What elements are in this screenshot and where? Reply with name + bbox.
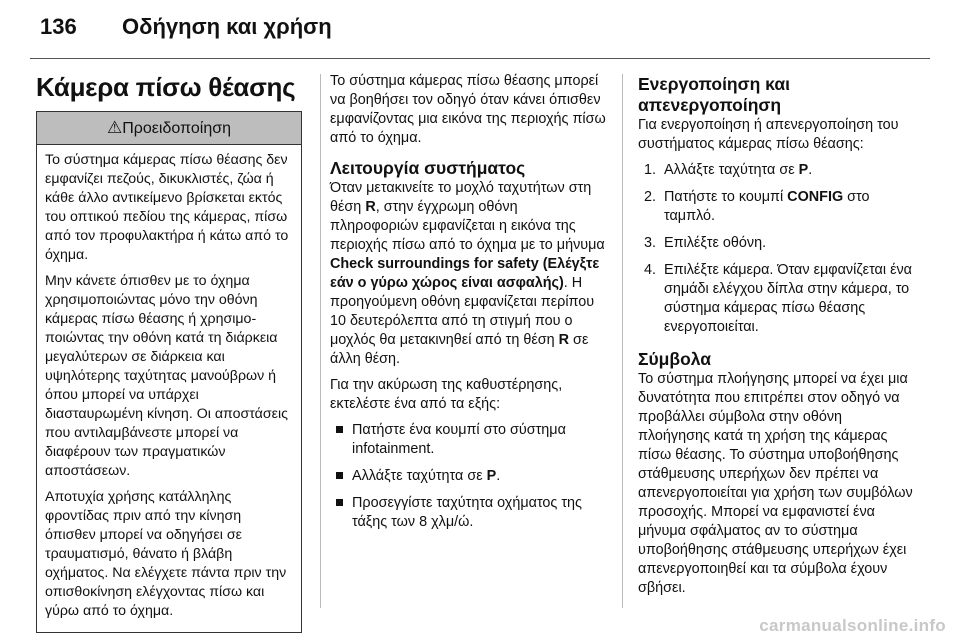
column-right <box>638 66 916 605</box>
page-title: Κάμερα πίσω θέασης <box>36 72 296 102</box>
list-item <box>330 421 608 459</box>
warning-body <box>37 145 301 632</box>
step-number: 2. <box>644 189 657 205</box>
symbols-paragraph: Το σύστημα πλοήγησης μπορεί να έχει μια δυνατότητα που επιτρέπει στον οδηγό να προβάλλει σύμβολα στην οθόνη πλοήγησης κατά τη χρήση της κάμερας πίσω θέασης. Το σύστημα υποβοήθησης στάθμευσης υπερήχων δεν πρέπει να απενεργοποιείται για χρήση των συμβόλων προσοχής. Μπορεί να εμφανιστεί ένα μήνυμα σφάλματος αν το σύστημα υποβοήθησης στάθμευσης υπερήχων έχει απενεργοποιηθεί και τα σύμβολα έχουν σβήσει. <box>638 371 913 596</box>
warning-heading <box>37 112 301 145</box>
running-title: Οδήγηση και χρήση <box>122 14 332 39</box>
config-button-label: CONFIG <box>787 189 844 205</box>
section-heading-activation: Ενεργοποίηση και απενεργοποίηση <box>638 74 790 115</box>
screen-message: Check surroundings for safety (Ελέγξτε εάν ο γύρω χώρος είναι ασφαλής) <box>330 256 600 291</box>
step-number: 1. <box>644 162 657 178</box>
list-item-text: Αλλάξτε ταχύτητα σε <box>664 162 799 178</box>
warning-paragraph: Αποτυχία χρήσης κατάλληλης φροντίδας πριν από την κίνηση όπισθεν μπορεί να οδηγήσει σε τραυματισμό, θάνατο ή βλάβη οχήματος. Να ελέγχετε πάντα πριν την οπισθοκίνηση ελέγχοντας πίσω και γύρω από το όχημα. <box>45 489 287 619</box>
watermark: carmanualsonline.info <box>759 616 946 635</box>
warning-paragraph: Μην κάνετε όπισθεν με το όχημα χρησιμοποιώντας μόνο την οθόνη κάμερας πίσω θέασης ή χρησιμοποιώντας την οθόνη κατά τη διάρκεια μεγαλύτερων σε διάρκεια και υψηλότερης ταχύτητας μανούβρων ή όπου μπορεί να υπάρχει διασταυρωμένη κίνηση. Οι αποστάσεις που αντιλαμβάνεστε μπορεί να διαφέρουν των πραγματικών αποστάσεων. <box>45 273 288 479</box>
page-number: 136 <box>40 14 77 39</box>
section-heading-operation: Λειτουργία συστήματος <box>330 158 526 178</box>
list-item-text: Πατήστε ένα κουμπί στο σύστημα infotainment. <box>352 422 566 457</box>
list-item-text: Επιλέξτε κάμερα. Όταν εμφανίζεται ένα σημάδι ελέγχου δίπλα στην κάμερα, το σύστημα κάμερας πίσω θέασης ενεργοποιείται. <box>664 262 912 335</box>
bullet-square-icon <box>336 472 343 479</box>
operation-paragraph <box>330 179 608 369</box>
warning-heading-text: Προειδοποίηση <box>122 120 231 137</box>
gear-p: P <box>798 162 809 178</box>
list-item-text: Πατήστε το κουμπί <box>664 189 788 205</box>
activation-steps <box>638 161 916 337</box>
list-item-text: Προσεγγίστε ταχύτητα οχήματος της τάξης των 8 χλμ/ώ. <box>352 495 582 530</box>
cancel-intro: Για την ακύρωση της καθυστέρησης, εκτελέστε ένα από τα εξής: <box>330 377 563 412</box>
list-item-text: Αλλάξτε ταχύτητα σε <box>352 468 487 484</box>
list-item-text: . <box>808 162 813 178</box>
list-item <box>638 161 916 180</box>
step-number: 3. <box>644 235 657 251</box>
column-middle <box>330 66 608 540</box>
list-item-text: στο ταμπλό. <box>664 189 870 224</box>
text-run: . Η προηγούμενη οθόνη εμφανίζεται περίπου 10 δευτερόλεπτα από τη στιγμή που ο μοχλός θα μετακινηθεί από τη θέση <box>330 275 595 348</box>
list-item <box>638 234 916 253</box>
gear-r: R <box>558 332 570 348</box>
bullet-square-icon <box>336 499 343 506</box>
column-left <box>36 66 306 633</box>
list-item-text: Επιλέξτε οθόνη. <box>664 235 767 251</box>
activation-intro: Για ενεργοποίηση ή απενεργοποίηση του συστήματος κάμερας πίσω θέασης: <box>638 117 899 152</box>
cancel-options-list <box>330 421 608 532</box>
list-item <box>330 467 608 486</box>
header-rule <box>30 58 930 59</box>
section-heading-symbols: Σύμβολα <box>638 349 712 369</box>
warning-box <box>36 111 302 633</box>
bullet-square-icon <box>336 426 343 433</box>
list-item <box>638 261 916 337</box>
gear-r: R <box>365 199 376 215</box>
text-run: , στην έγχρωμη οθόνη πληροφοριών εμφανίζεται η εικόνα της περιοχής πίσω από το όχημα με το μήνυμα <box>330 199 605 253</box>
warning-triangle-icon: ⚠ <box>106 118 123 137</box>
list-item <box>638 188 916 226</box>
warning-paragraph: Το σύστημα κάμερας πίσω θέασης δεν εμφανίζει πεζούς, δικυκλιστές, ζώα ή κάθε άλλο αντικείμενο βρίσκεται εκτός του οπτικού πεδίου της κάμερας, πίσω από τον προφυλακτήρα ή κάτω από το όχημα. <box>45 152 289 263</box>
text-run: Όταν μετακινείτε το μοχλό ταχυτήτων στη θέση <box>330 180 592 215</box>
list-item-text: . <box>496 468 501 484</box>
list-item <box>330 494 608 532</box>
step-number: 4. <box>644 262 657 278</box>
column-divider <box>622 74 623 608</box>
column-divider <box>320 74 321 608</box>
text-run: σε άλλη θέση. <box>330 332 589 367</box>
gear-p: P <box>486 468 497 484</box>
intro-paragraph: Το σύστημα κάμερας πίσω θέασης μπορεί να βοηθήσει τον οδηγό όταν κάνει όπισθεν εμφανίζοντας μια εικόνα της περιοχής πίσω από το όχημα. <box>330 73 606 146</box>
